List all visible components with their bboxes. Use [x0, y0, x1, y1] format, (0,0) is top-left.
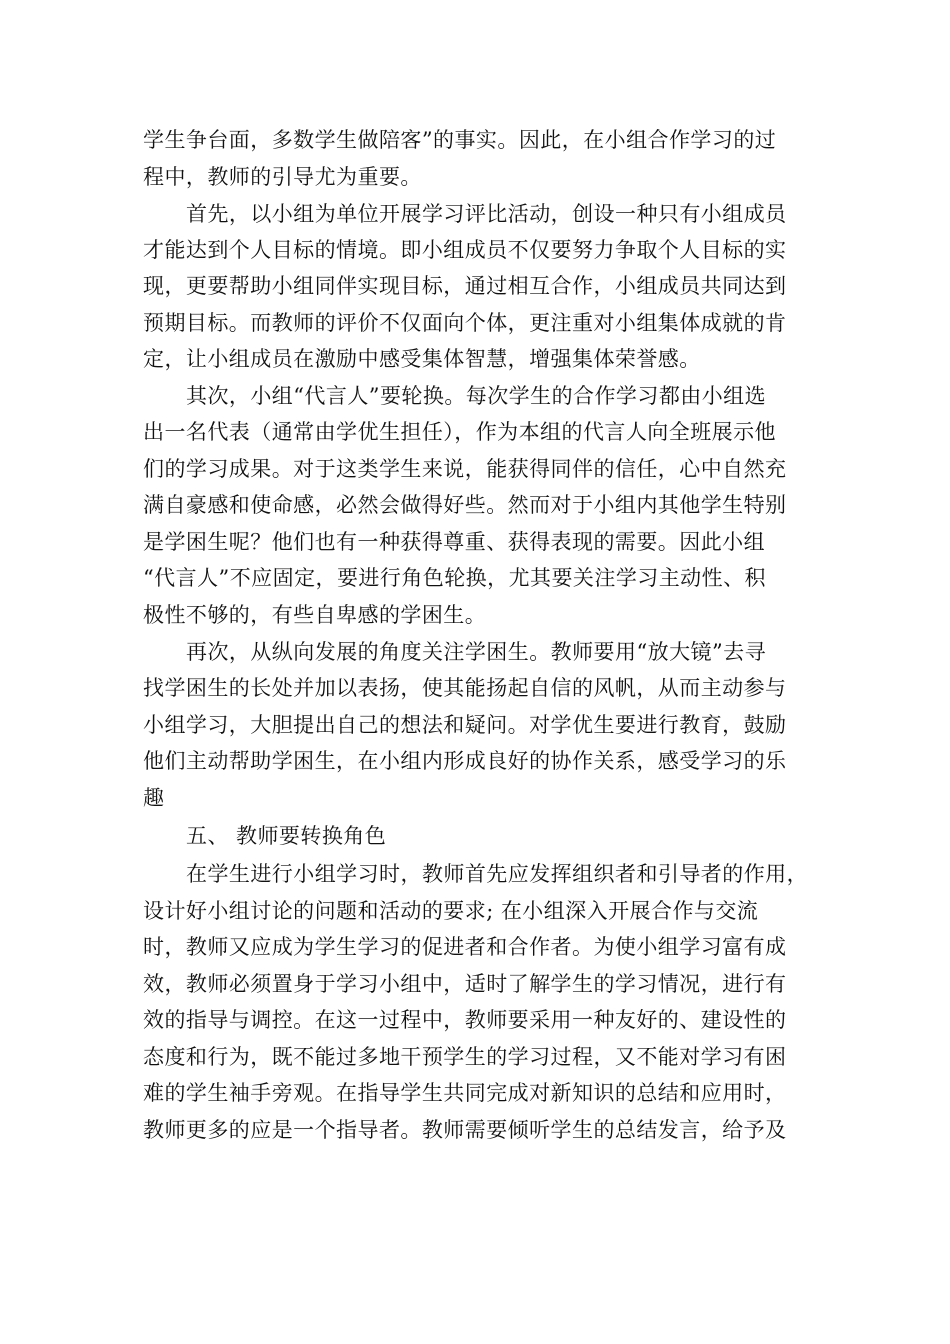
text-line: 效，教师必须置身于学习小组中，适时了解学生的学习情况，进行有 — [143, 972, 787, 996]
text-line: 出一名代表（通常由学优生担任），作为本组的代言人向全班展示他 — [143, 420, 776, 444]
text-line: 时，教师又应成为学生学习的促进者和合作者。为使小组学习富有成 — [143, 935, 787, 959]
text-line: 才能达到个人目标的情境。即小组成员不仅要努力争取个人目标的实 — [143, 238, 787, 262]
paragraph-start-line: 再次，从纵向发展的角度关注学困生。教师要用“放大镜”去寻 — [186, 640, 767, 664]
text-line: 教师更多的应是一个指导者。教师需要倾听学生的总结发言，给予及 — [143, 1118, 787, 1142]
text-line: 找学困生的长处并加以表扬，使其能扬起自信的风帆，从而主动参与 — [143, 676, 787, 700]
text-line: 难的学生袖手旁观。在指导学生共同完成对新知识的总结和应用时， — [143, 1081, 787, 1105]
text-line: 设计好小组讨论的问题和活动的要求; 在小组深入开展合作与交流 — [143, 899, 759, 923]
text-line: 是学困生呢？他们也有一种获得尊重、获得表现的需要。因此小组 — [143, 530, 766, 554]
text-line: 定，让小组成员在激励中感受集体智慧，增强集体荣誉感。 — [143, 347, 701, 371]
text-line: 态度和行为，既不能过多地干预学生的学习过程，又不能对学习有困 — [143, 1045, 787, 1069]
text-line: 学生争台面，多数学生做陪客”的事实。因此，在小组合作学习的过 — [143, 128, 777, 152]
text-line: 现，更要帮助小组同伴实现目标，通过相互合作，小组成员共同达到 — [143, 274, 787, 298]
text-line: 预期目标。而教师的评价不仅面向个体，更注重对小组集体成就的肯 — [143, 311, 787, 335]
paragraph-start-line: 首先，以小组为单位开展学习评比活动，创设一种只有小组成员 — [186, 202, 787, 226]
text-line: 极性不够的，有些自卑感的学困生。 — [143, 603, 487, 627]
text-line: 趣 — [143, 786, 165, 810]
text-line: 们的学习成果。对于这类学生来说，能获得同伴的信任，心中自然充 — [143, 457, 787, 481]
text-line: 效的指导与调控。在这一过程中，教师要采用一种友好的、建设性的 — [143, 1008, 787, 1032]
text-line: 他们主动帮助学困生，在小组内形成良好的协作关系，感受学习的乐 — [143, 749, 787, 773]
section-heading: 五、 教师要转换角色 — [186, 824, 387, 848]
paragraph-start-line: 在学生进行小组学习时，教师首先应发挥组织者和引导者的作用， — [186, 862, 809, 886]
text-line: 满自豪感和使命感，必然会做得好些。然而对于小组内其他学生特别 — [143, 493, 787, 517]
paragraph-start-line: 其次，小组“代言人”要轮换。每次学生的合作学习都由小组选 — [186, 384, 767, 408]
text-line: “代言人”不应固定，要进行角色轮换，尤其要关注学习主动性、积 — [143, 566, 766, 590]
text-line: 小组学习，大胆提出自己的想法和疑问。对学优生要进行教育，鼓励 — [143, 713, 787, 737]
text-line: 程中，教师的引导尤为重要。 — [143, 165, 422, 189]
